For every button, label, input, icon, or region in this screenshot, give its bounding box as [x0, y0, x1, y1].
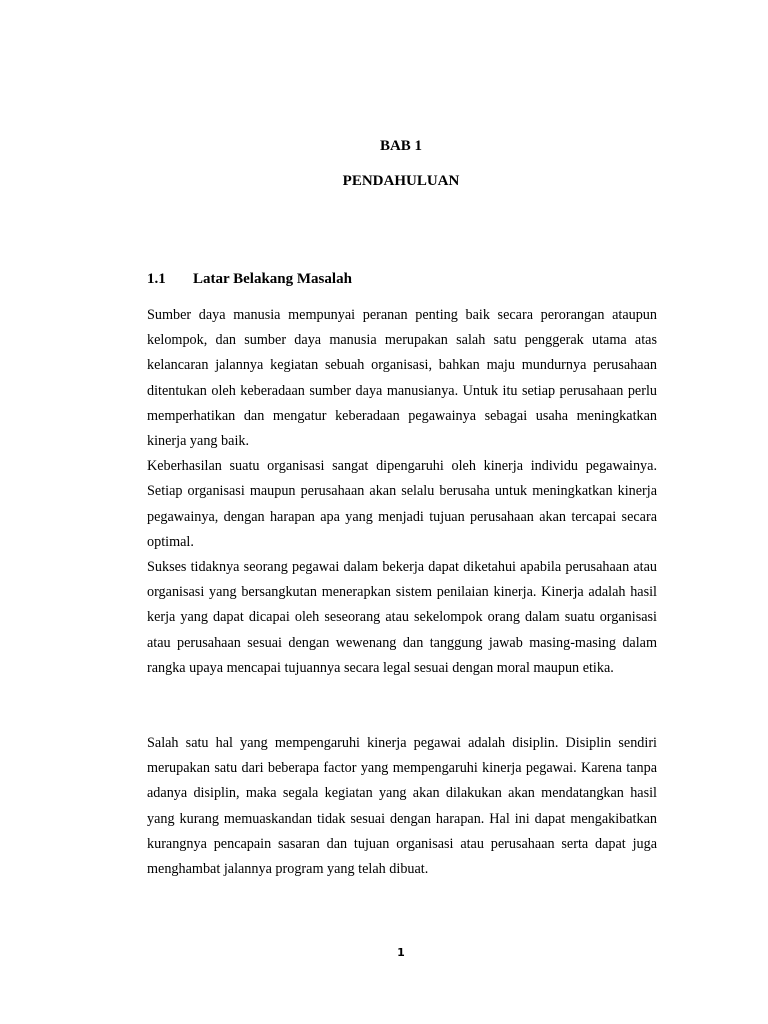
- paragraph: Sumber daya manusia mempunyai peranan penting baik secara perorangan ataupun kelompok, dan sumber daya manusia merupakan salah satu penggerak utama atas kelancaran jalannya kegiatan sebuah organisasi, bahkan maju mundurnya perusahaan ditentukan oleh keberadaan sumber daya manusianya. Untuk itu setiap perusahaan perlu memperhatikan dan mengatur keberadaan pegawainya sebagai usaha meningkatkan kinerja yang baik.: [147, 307, 657, 450]
- chapter-title: PENDAHULUAN: [342, 173, 460, 189]
- paragraph: Sukses tidaknya seorang pegawai dalam bekerja dapat diketahui apabila perusahaan atau organisasi yang bersangkutan menerapkan sistem penilaian kinerja. Kinerja adalah hasil kerja yang dapat dicapai oleh seseorang atau sekelompok orang dalam suatu organisasi atau perusahaan sesuai dengan wewenang dan tanggung jawab masing-masing dalam rangka upaya mencapai tujuannya secara legal sesuai dengan moral maupun etika.: [147, 559, 657, 676]
- body-text-block: [147, 731, 657, 882]
- section-number: 1.1: [147, 271, 166, 287]
- section-heading: [147, 270, 352, 288]
- page-number: 1: [397, 946, 405, 959]
- paragraph: Salah satu hal yang mempengaruhi kinerja pegawai adalah disiplin. Disiplin sendiri merupakan satu dari beberapa factor yang mempengaruhi kinerja pegawai. Karena tanpa adanya disiplin, maka segala kegiatan yang akan dilakukan akan mendatangkan hasil yang kurang memuaskandan tidak sesuai dengan harapan. Hal ini dapat mengakibatkan kurangnya pencapain sasaran dan tujuan organisasi atau perusahaan serta dapat juga menghambat jalannya program yang telah dibuat.: [147, 735, 657, 878]
- paragraph: Keberhasilan suatu organisasi sangat dipengaruhi oleh kinerja individu pegawainya. Setiap organisasi maupun perusahaan akan selalu berusaha untuk meningkatkan kinerja pegawainya, dengan harapan apa yang menjadi tujuan perusahaan akan tercapai secara optimal.: [147, 458, 657, 550]
- body-text-block: [147, 303, 657, 681]
- chapter-number: BAB 1: [379, 138, 423, 154]
- section-title: Latar Belakang Masalah: [193, 271, 352, 287]
